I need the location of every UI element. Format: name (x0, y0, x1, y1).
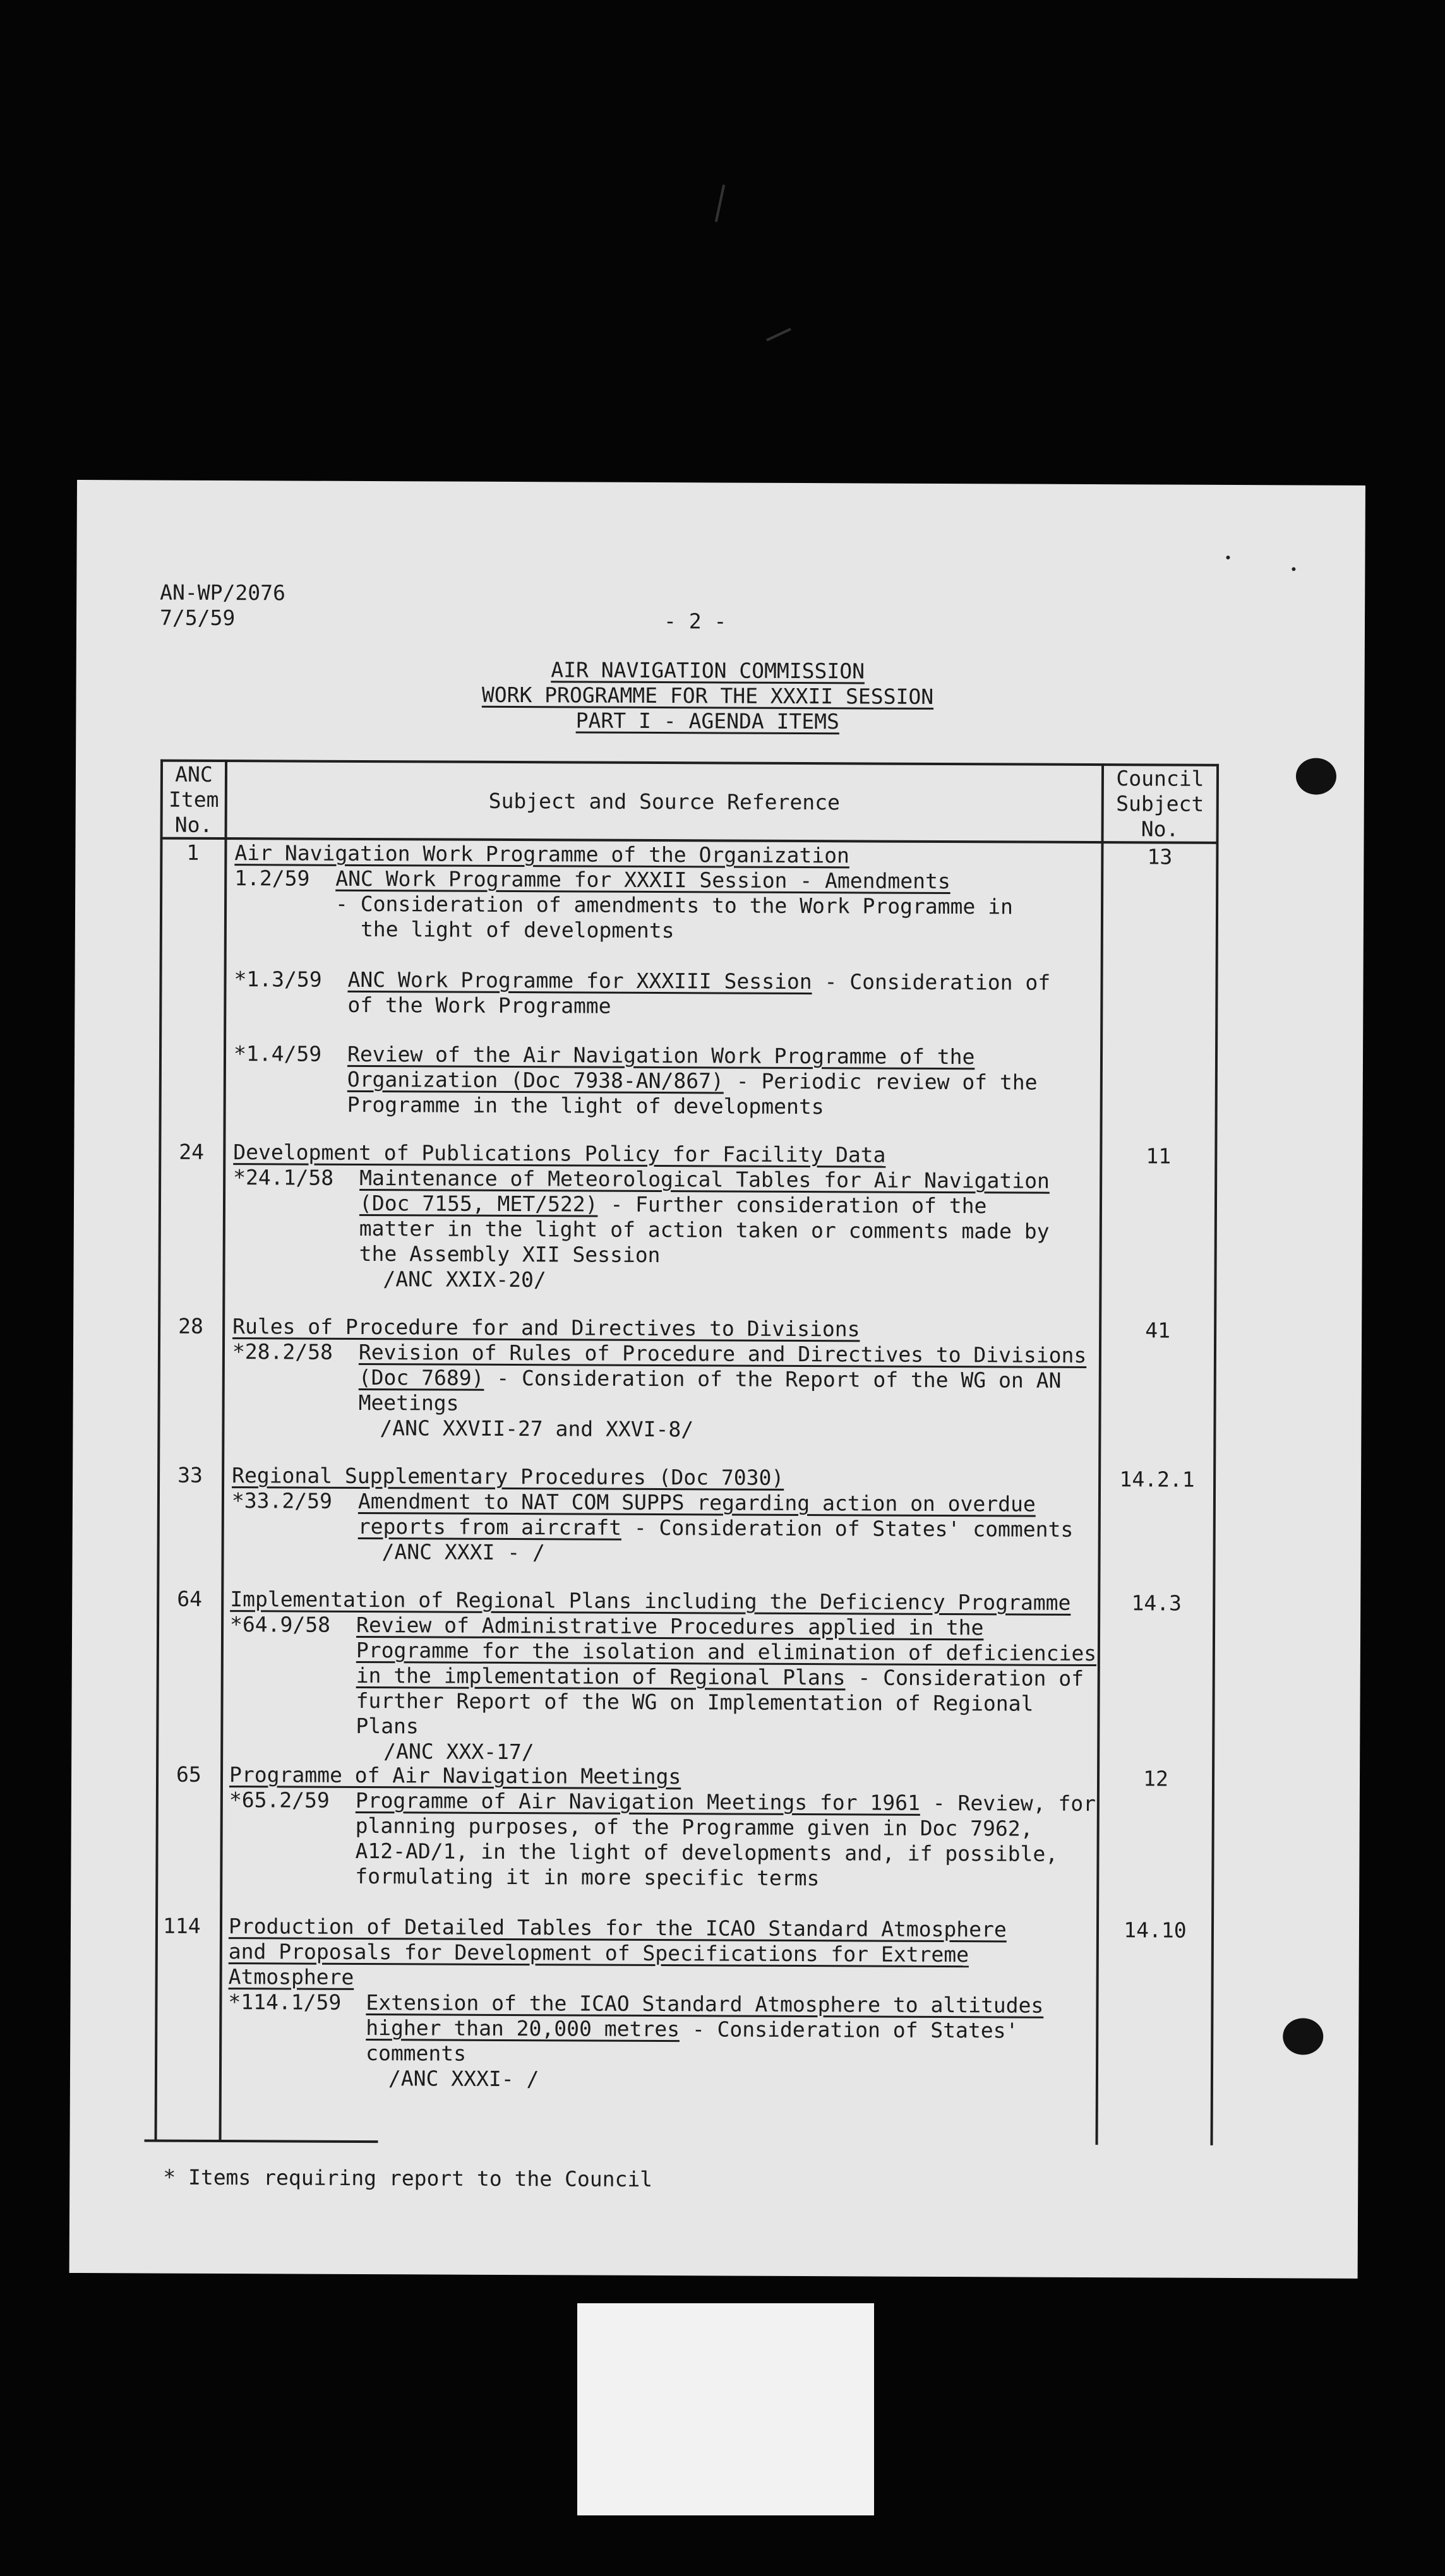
sub-item-ref: 1.2/59 (234, 866, 310, 891)
sub-item-title: reports from aircraft (357, 1513, 622, 1540)
sub-item-ref: *1.3/59 (234, 967, 322, 992)
sub-item-text: A12-AD/1, in the light of developments and, if possible, (355, 1838, 1058, 1866)
item-heading: Production of Detailed Tables for the ICAO Standard Atmosphere (228, 1914, 1007, 1942)
source-reference: /ANC XXXI- / (388, 2066, 539, 2092)
source-reference: /ANC XXVII-27 and XXVI-8/ (380, 1416, 694, 1442)
sub-item-text: comments (366, 2041, 467, 2066)
source-reference: /ANC XXXI - / (381, 1539, 545, 1565)
sub-item-text: matter in the light of action taken or comments made by (359, 1215, 1050, 1244)
col-anc-label-2: Item (168, 787, 219, 812)
item-number: 114 (162, 1913, 201, 1938)
sub-item-title: Review of Administrative Procedures applied in the (356, 1612, 984, 1640)
council-subject-number: 12 (1143, 1766, 1169, 1791)
sub-item-title: ANC Work Programme for XXXIII Session (347, 967, 812, 994)
punch-hole-bottom (1283, 2018, 1323, 2054)
council-subject-number: 41 (1145, 1318, 1171, 1343)
col-council-label-1: Council (1116, 766, 1204, 791)
item-heading: Atmosphere (228, 1964, 354, 1989)
document-page (69, 480, 1365, 2279)
council-subject-number: 14.10 (1124, 1917, 1187, 1943)
item-heading: Regional Supplementary Procedures (Doc 7030) (232, 1463, 784, 1490)
footnote: * Items requiring report to the Council (163, 2164, 653, 2192)
item-heading: Programme of Air Navigation Meetings (229, 1762, 681, 1789)
item-number: 64 (177, 1586, 203, 1611)
sub-item-title: Amendment to NAT COM SUPPS regarding action on overdue (357, 1488, 1036, 1517)
council-subject-number: 14.3 (1131, 1590, 1182, 1616)
table-right-border (1211, 764, 1220, 2145)
sub-item-text: planning purposes, of the Programme given in Doc 7962, (355, 1813, 1033, 1841)
item-heading: Air Navigation Work Programme of the Organization (234, 840, 850, 868)
sub-item-line (347, 967, 1050, 996)
sub-item-title: in the implementation of Regional Plans (356, 1662, 846, 1690)
item-number: 33 (177, 1462, 203, 1488)
council-subject-number: 11 (1146, 1143, 1172, 1169)
sub-item-title: Extension of the ICAO Standard Atmosphere to altitudes (366, 1990, 1044, 2018)
scan-scratch (766, 328, 791, 341)
blank-card (577, 2303, 874, 2515)
col-council-label-2: Subject (1116, 791, 1204, 816)
sub-item-text: - Review, for (920, 1790, 1096, 1816)
sub-item-ref: *33.2/59 (231, 1488, 332, 1513)
sub-item-text: - Consideration of States' comments (621, 1515, 1074, 1542)
sub-item-text: - Further consideration of the (597, 1191, 987, 1219)
sub-item-title: (Doc 7155, MET/522) (359, 1190, 598, 1217)
table-col-divider-1 (219, 760, 228, 2141)
item-heading: Development of Publications Policy for Facility Data (233, 1140, 886, 1167)
sub-item-ref: *24.1/58 (233, 1165, 334, 1190)
sub-item-line (366, 2015, 1018, 2044)
doc-date: 7/5/59 (159, 605, 236, 631)
sub-item-text: the light of developments (360, 916, 675, 943)
sub-item-title: Programme of Air Navigation Meetings for 1961 (355, 1787, 921, 1815)
source-reference: /ANC XXX-17/ (383, 1739, 534, 1765)
sub-item-title: (Doc 7689) (358, 1364, 484, 1390)
sub-item-title: Programme for the isolation and elimination of deficiencies (356, 1637, 1097, 1666)
paper-speck (1292, 567, 1295, 571)
sub-item-title: ANC Work Programme for XXXII Session - Amendments (335, 866, 950, 894)
sub-item-title: higher than 20,000 metres (366, 2015, 680, 2042)
sub-item-line (356, 1663, 1084, 1691)
item-heading: Implementation of Regional Plans including the Deficiency Programme (230, 1587, 1071, 1615)
source-reference: /ANC XXIX-20/ (383, 1267, 546, 1292)
sub-item-text: formulating it in more specific terms (355, 1863, 820, 1891)
sub-item-ref: *64.9/58 (230, 1612, 331, 1637)
sub-item-ref: *65.2/59 (229, 1787, 330, 1813)
sub-item-title: Revision of Rules of Procedure and Directives to Divisions (358, 1339, 1087, 1368)
sub-item-line (358, 1514, 1074, 1542)
sub-item-ref: *114.1/59 (228, 1989, 342, 2015)
sub-item-text: Meetings (358, 1390, 459, 1416)
item-heading: and Proposals for Development of Specifications for Extreme (228, 1939, 969, 1967)
sub-item-text: Programme in the light of developments (347, 1092, 824, 1119)
col-anc-label-1: ANC (175, 761, 213, 787)
item-heading: Rules of Procedure for and Directives to Divisions (232, 1314, 860, 1342)
table-bottom-border (145, 2139, 378, 2143)
sub-item-text: - Consideration of amendments to the Work Programme in (335, 891, 1014, 919)
item-number: 28 (178, 1313, 203, 1339)
sub-item-text: further Report of the WG on Implementation of Regional (356, 1688, 1034, 1716)
council-subject-number: 14.2.1 (1119, 1467, 1195, 1492)
sub-item-text: - Periodic review of the (723, 1068, 1038, 1095)
punch-hole-top (1296, 758, 1336, 794)
sub-item-title: Review of the Air Navigation Work Programme of the (347, 1041, 975, 1070)
scan-scratch (715, 184, 725, 222)
item-number: 65 (176, 1762, 201, 1787)
col-subject-header: Subject and Source Reference (488, 788, 841, 815)
council-subject-number: 13 (1147, 844, 1173, 869)
col-anc-label-3: No. (174, 812, 213, 837)
table-top-border (160, 760, 1219, 766)
item-number: 1 (186, 840, 200, 865)
sub-item-text: - Consideration of (812, 969, 1051, 995)
sub-item-ref: *28.2/58 (232, 1339, 333, 1364)
paper-speck (1226, 556, 1230, 559)
sub-item-line (356, 1788, 1096, 1816)
sub-item-line (347, 1067, 1038, 1095)
doc-reference: AN-WP/2076 (160, 580, 285, 605)
sub-item-line (359, 1191, 987, 1219)
sub-item-text: of the Work Programme (347, 992, 611, 1018)
sub-item-line (359, 1365, 1062, 1393)
sub-item-ref: *1.4/59 (233, 1041, 322, 1066)
col-council-label-3: No. (1141, 816, 1179, 842)
sub-item-text: - Consideration of States' (679, 2017, 1019, 2043)
sub-item-title: Organization (Doc 7938-AN/867) (347, 1066, 724, 1094)
title-commission: AIR NAVIGATION COMMISSION (551, 657, 865, 684)
sub-item-text: the Assembly XII Session (359, 1241, 661, 1268)
sub-item-text: - Consideration of (845, 1665, 1084, 1691)
sub-item-text: Plans (356, 1713, 419, 1739)
table-left-border (155, 760, 164, 2141)
sub-item-title: Maintenance of Meteorological Tables for Air Navigation (359, 1165, 1050, 1193)
page-number: - 2 - (663, 609, 727, 634)
title-part: PART I - AGENDA ITEMS (575, 708, 840, 734)
item-number: 24 (179, 1139, 205, 1164)
sub-item-text: - Consideration of the Report of the WG on AN (484, 1365, 1062, 1393)
title-work-programme: WORK PROGRAMME FOR THE XXXII SESSION (481, 682, 934, 709)
